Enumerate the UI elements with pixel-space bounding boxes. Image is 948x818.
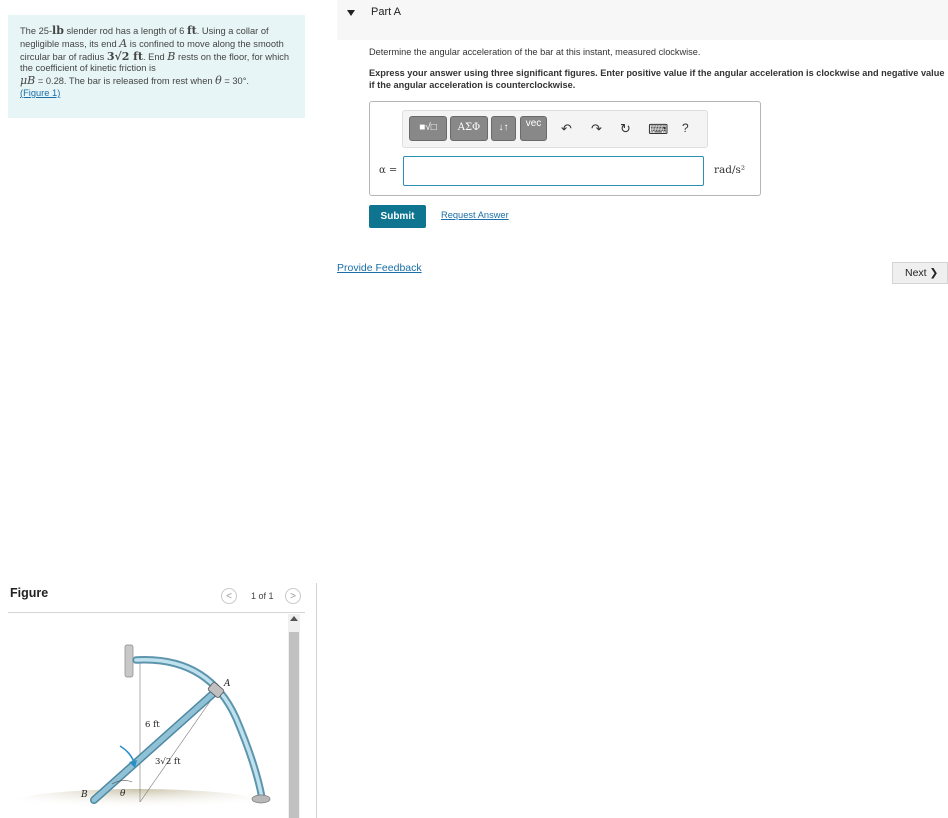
provide-feedback-link[interactable]: Provide Feedback bbox=[337, 262, 422, 274]
label-radius: 3√2 ft bbox=[155, 757, 181, 767]
problem-text: is confined to move along the smooth circular bar of radius bbox=[20, 38, 284, 62]
figure-pager: 1 of 1 bbox=[251, 591, 274, 601]
problem-text: The 25- bbox=[20, 26, 53, 36]
next-label: Next bbox=[905, 267, 927, 279]
next-button[interactable] bbox=[892, 262, 948, 284]
wall-support bbox=[125, 645, 133, 677]
prev-figure-button[interactable]: < bbox=[221, 588, 237, 604]
figure-link[interactable]: (Figure 1) bbox=[20, 87, 61, 98]
rotation-arrow bbox=[120, 746, 134, 762]
redo-icon[interactable]: ↷ bbox=[591, 121, 602, 136]
symbol-b: B bbox=[167, 49, 176, 63]
submit-button[interactable]: Submit bbox=[369, 205, 426, 228]
request-answer-link[interactable]: Request Answer bbox=[441, 210, 509, 220]
scroll-up-icon[interactable] bbox=[290, 616, 298, 621]
symbol-a: A bbox=[119, 36, 128, 50]
label-theta: θ bbox=[120, 789, 126, 799]
next-figure-button[interactable]: > bbox=[285, 588, 301, 604]
chevron-right-icon: ❯ bbox=[929, 267, 939, 279]
instructions-text: Express your answer using three significant figures. Enter positive value if the angular acceleration is clockwise and negative value if the angular acceleration is counterclockwise. bbox=[369, 68, 945, 90]
mechanism-figure bbox=[8, 620, 286, 818]
undo-icon[interactable]: ↶ bbox=[561, 121, 572, 136]
arrows-button[interactable]: ↓↑ bbox=[491, 116, 516, 141]
vec-button[interactable]: vec bbox=[520, 116, 547, 141]
problem-statement bbox=[8, 15, 305, 118]
unit-lb: lb bbox=[52, 24, 64, 37]
label-a: A bbox=[224, 679, 231, 689]
radius-value: 3√2 ft bbox=[106, 49, 143, 63]
problem-text: = 0.28. The bar is released from rest when bbox=[35, 76, 216, 87]
floor bbox=[13, 789, 263, 817]
keyboard-icon[interactable]: ⌨ bbox=[648, 121, 669, 137]
problem-text: rests on the floor, for which the coefficient of kinetic friction is bbox=[20, 51, 290, 74]
problem-text: slender rod has a length of 6 bbox=[63, 26, 187, 36]
figure-divider bbox=[8, 612, 305, 613]
problem-text: . End bbox=[143, 51, 168, 62]
answer-label: α = bbox=[379, 165, 398, 176]
part-a-title[interactable]: Part A bbox=[371, 6, 401, 18]
part-a-header[interactable] bbox=[337, 0, 948, 40]
panel-divider bbox=[316, 583, 317, 818]
symbol-theta: θ bbox=[215, 74, 222, 88]
greek-button[interactable]: ΑΣΦ bbox=[450, 116, 488, 141]
figure-heading: Figure bbox=[10, 586, 49, 600]
reset-icon[interactable]: ↻ bbox=[620, 121, 631, 136]
question-text: Determine the angular acceleration of the bar at this instant, measured clockwise. bbox=[369, 47, 701, 57]
templates-button[interactable]: ■√□ bbox=[409, 116, 447, 141]
problem-text: = 30°. bbox=[221, 76, 250, 87]
label-b: B bbox=[81, 790, 88, 800]
symbol-mu: μB bbox=[20, 74, 36, 88]
base-support bbox=[252, 795, 270, 803]
help-icon[interactable]: ? bbox=[682, 121, 689, 135]
answer-unit: rad/s² bbox=[714, 164, 746, 176]
figure-scrollbar-thumb[interactable] bbox=[289, 632, 299, 818]
problem-text: . Using a collar of negligible mass, its end bbox=[20, 26, 269, 49]
answer-input[interactable] bbox=[403, 156, 704, 186]
collapse-triangle-icon[interactable] bbox=[347, 10, 355, 16]
label-length: 6 ft bbox=[145, 720, 160, 730]
unit-ft: ft bbox=[186, 24, 197, 37]
